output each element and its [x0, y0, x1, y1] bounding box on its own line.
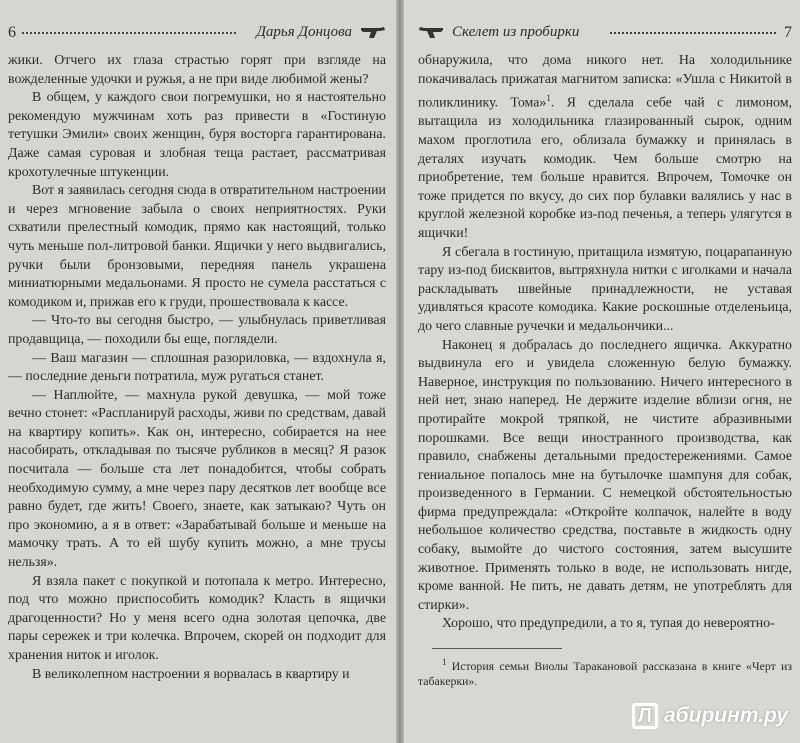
book-gutter — [396, 0, 404, 743]
paragraph-text: Вот я заявилась сегодня сюда в отвратительном настроении и через мгновение забыла о своих неприятностях. Руки схватили прелестный комодик, прямо как настоящий, только чуть меньше пол-литровой банки. Ящички у него выдвигались, ручки были бронзовыми, передняя панель украшена миниатюрными медальонами. Я просто не сумела расстаться с комодиком и, прижав его к груди, прошествовала к кассе. — [8, 183, 386, 310]
paragraph — [8, 387, 386, 573]
paragraph — [8, 312, 386, 349]
paragraph — [8, 350, 386, 387]
labirint-logo-icon: Л — [632, 703, 658, 729]
paragraph-text: жики. Отчего их глаза страстью горят при взгляде на вожделенные удочки и ружья, а не при виде любимой жены? — [8, 53, 386, 87]
paragraph-text: Я сбегала в гостиную, притащила измятую, поцарапанную тару из-под бисквитов, вытряхнула нитки с иголками и начала раскладывать швейные принадлежности, не уставая удивляться красоте комодика. Какие роскошные отделеньица, до чего славные ручечки и медальончики... — [418, 244, 792, 334]
watermark-text: абиринт.ру — [663, 704, 788, 727]
header-dotted-rule — [22, 32, 236, 34]
paragraph-text: обнаружила, что дома никого нет. На холодильнике покачивалась прижатая магнитом записка: «Ушла с Никитой в поликлинику. Тома» — [418, 53, 792, 111]
footnote — [418, 655, 792, 689]
running-head-book-title: Скелет из пробирки — [452, 24, 580, 40]
paragraph — [8, 52, 386, 89]
left-page — [0, 0, 396, 743]
footnote-text: История семьи Виолы Таракановой рассказана в книге «Черт из табакерки». — [418, 658, 792, 688]
right-page — [404, 0, 800, 743]
labirint-watermark — [632, 703, 788, 729]
paragraph-text: . Я сделала себе чай с лимоном, вытащила из холодильника глазированный сырок, одним махом проглотила его, облизала бумажку и принялась в деталях изучать комодик. Чем больше смотрю на приобретение, тем больше нравится. Впрочем, Томочке он тоже придется по вкусу, до сих пор булавки валялись у нас в круглой железной коробке из-под печенья, а теперь улягутся в ящички! — [418, 95, 792, 241]
header-dotted-rule — [610, 32, 776, 34]
paragraph — [418, 337, 792, 616]
paragraph-text: В великолепном настроении я ворвалась в квартиру и — [32, 666, 350, 682]
paragraph-text: Наконец я добралась до последнего ящичка. Аккуратно выдвинула его и увидела сложенную белую бумажку. Наверное, инструкция по пользованию. Ничего интересного в ней нет, знаю наперед. Не держите изделие вблизи огня, не протирайте мокрой тряпкой, не чистите абразивными порошками. Все вещи иностранного производства, как правило, снабжены детальными предостережениями. Самое гениальное попалось мне на бутылочке шампуня для собак, произведенного в Германии. С немецкой обстоятельностью фирма предупреждала: «Откройте колпачок, налейте в воду небольшое количество средства, поставьте в жидкость одну собаку, вымойте до чистого состояния, затем высушите животное. Применять только в воде, не использовать нигде, кроме ванной. Не пить, не давать детям, не употреблять для стирки». — [418, 337, 792, 613]
paragraph-text: — Что-то вы сегодня быстро, — улыбнулась приветливая продавщица, — походили бы еще, поглядели. — [8, 313, 386, 347]
paragraph-text: — Наплюйте, — махнула рукой девушка, — мой тоже вечно стонет: «Распланируй расходы, живи по средствам, давай на квартиру копить». Как он, интересно, собирается на нее насобирать, откладывая по тысяче рубликов в месяц? Я разок посчитала — больше ста лет понадобится, чтобы собрать необходимую сумму, а мне через пару десятков лет вообще все равно будет, где жить! Своего, знаете, как затыкаю? Чуть он про экономию, а я в ответ: «Зарабатывай больше и меньше на мамочку трать. А то ей шубу купить можно, а мне трусы нельзя». — [8, 387, 386, 571]
footnote-rule — [432, 648, 562, 649]
footnote-number: 1 — [442, 657, 447, 668]
right-page-body — [418, 52, 792, 634]
left-page-number: 6 — [8, 24, 16, 41]
paragraph-text: Я взяла пакет с покупкой и потопала к метро. Интересно, под что можно приспособить комодик? Класть в ящички драгоценности? Но у меня всего одна золотая цепочка, две пары сережек и три колечка. Впрочем, скорей он подходит для хранения ниток и иголок. — [8, 573, 386, 663]
right-page-number: 7 — [784, 24, 792, 41]
paragraph — [8, 89, 386, 182]
paragraph — [418, 244, 792, 337]
revolver-icon — [418, 26, 444, 45]
running-head-author: Дарья Донцова — [256, 24, 352, 40]
paragraph — [8, 666, 386, 685]
paragraph-text: Хорошо, что предупредили, а то я, тупая до невероятно- — [442, 616, 775, 632]
revolver-icon — [360, 26, 386, 45]
paragraph-text: В общем, у каждого свои погремушки, но я настоятельно рекомендую мужчинам хоть раз привести в «Гостиную тетушки Эмили» своих женщин, буря восторга гарантирована. Даже самая суровая и злобная теща растает, рассматривая крохотулечные штукенции. — [8, 90, 386, 180]
left-page-body — [8, 52, 386, 684]
paragraph — [8, 182, 386, 312]
right-running-header — [418, 22, 792, 52]
footnote-marker: 1 — [546, 93, 551, 104]
left-running-header — [8, 22, 386, 52]
paragraph — [418, 52, 792, 244]
paragraph — [8, 573, 386, 666]
paragraph-text: — Ваш магазин — сплошная разориловка, — вздохнула я, — последние деньги потратила, муж ругаться станет. — [8, 350, 386, 385]
paragraph — [418, 615, 792, 634]
